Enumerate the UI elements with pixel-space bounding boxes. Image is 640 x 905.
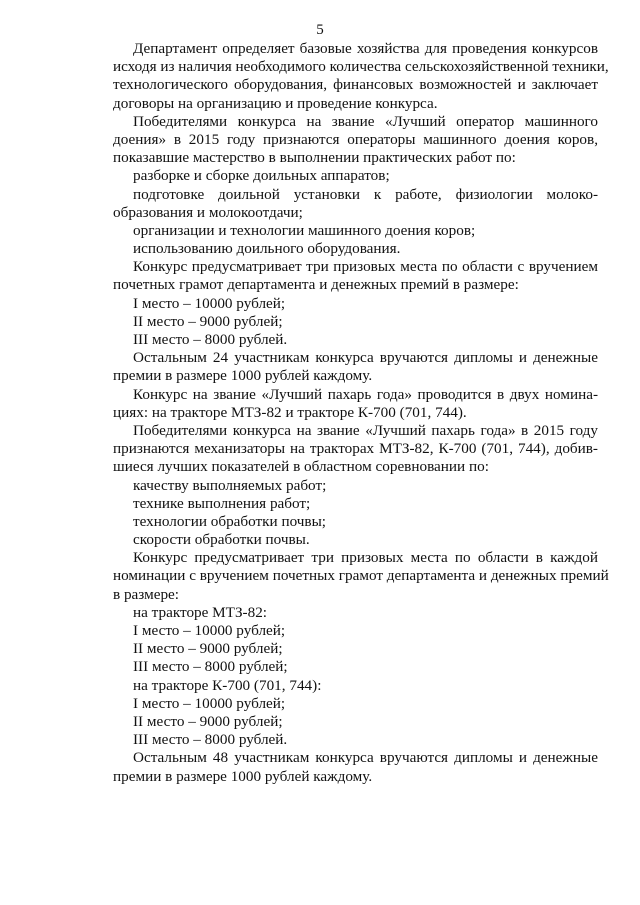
- text-line: технике выполнения работ;: [133, 494, 311, 512]
- text-line: в размере:: [113, 585, 179, 603]
- text-line: договоры на организацию и проведение конкурса.: [113, 94, 438, 112]
- text-line: технологического оборудования, финансовых возможностей и заключает: [113, 76, 598, 94]
- text-line: Конкурс предусматривает три призовых места по области в каждой: [133, 549, 598, 567]
- text-line: III место – 8000 рублей.: [133, 331, 288, 348]
- text-line: почетных грамот департамента и денежных премий в размере:: [113, 276, 519, 294]
- text-line: I место – 10000 рублей;: [133, 694, 286, 712]
- text-line: Остальным 48 участникам конкурса вручаются дипломы и денежные: [133, 749, 598, 767]
- text-line: разборке и сборке доильных аппаратов;: [133, 167, 390, 185]
- text-line: I место – 10000 рублей;: [133, 294, 286, 312]
- text-line: премии в размере 1000 рублей каждому.: [113, 367, 373, 385]
- text-line: использованию доильного оборудования.: [133, 240, 401, 258]
- text-line: признаются механизаторы на тракторах МТЗ-82, К-700 (701, 744), добив-: [113, 440, 598, 458]
- text-line: шиеся лучших показателей в областном соревновании по:: [113, 458, 489, 476]
- text-line: скорости обработки почвы.: [133, 531, 310, 549]
- text-line: на тракторе МТЗ-82:: [133, 603, 268, 621]
- text-line: II место – 9000 рублей;: [133, 712, 283, 730]
- page-number: 5: [316, 22, 324, 38]
- text-line: показавшие мастерство в выполнении практических работ по:: [113, 149, 516, 167]
- text-line: I место – 10000 рублей;: [133, 622, 286, 639]
- text-line: Победителями конкурса на звание «Лучший оператор машинного: [133, 112, 598, 130]
- text-line: образования и молокоотдачи;: [113, 203, 303, 221]
- text-line: на тракторе К-700 (701, 744):: [133, 676, 322, 694]
- text-line: циях: на тракторе МТЗ-82 и тракторе К-700 (701, 744).: [113, 403, 467, 421]
- text-line: Департамент определяет базовые хозяйства для проведения конкурсов: [133, 40, 598, 57]
- text-line: III место – 8000 рублей;: [133, 658, 288, 676]
- text-line: Победителями конкурса на звание «Лучший пахарь года» в 2015 году: [133, 421, 598, 439]
- text-line: Конкурс на звание «Лучший пахарь года» проводится в двух номина-: [133, 385, 598, 403]
- document-body: [113, 40, 609, 786]
- text-line: исходя из наличия необходимого количества сельскохозяйственной техники,: [113, 58, 609, 76]
- text-line: технологии обработки почвы;: [133, 512, 327, 530]
- text-line: организации и технологии машинного доения коров;: [133, 221, 476, 239]
- text-line: премии в размере 1000 рублей каждому.: [113, 767, 373, 785]
- text-line: Остальным 24 участникам конкурса вручаются дипломы и денежные: [133, 349, 598, 367]
- text-line: номинации с вручением почетных грамот департамента и денежных премий: [113, 567, 609, 585]
- text-line: подготовке доильной установки к работе, физиологии молоко-: [133, 185, 598, 203]
- text-line: II место – 9000 рублей;: [133, 640, 283, 658]
- text-line: III место – 8000 рублей.: [133, 731, 288, 749]
- text-line: качеству выполняемых работ;: [133, 476, 327, 494]
- text-line: Конкурс предусматривает три призовых места по области с вручением: [133, 258, 598, 276]
- text-line: II место – 9000 рублей;: [133, 312, 283, 330]
- text-line: доения» в 2015 году признаются операторы машинного доения коров,: [113, 130, 598, 148]
